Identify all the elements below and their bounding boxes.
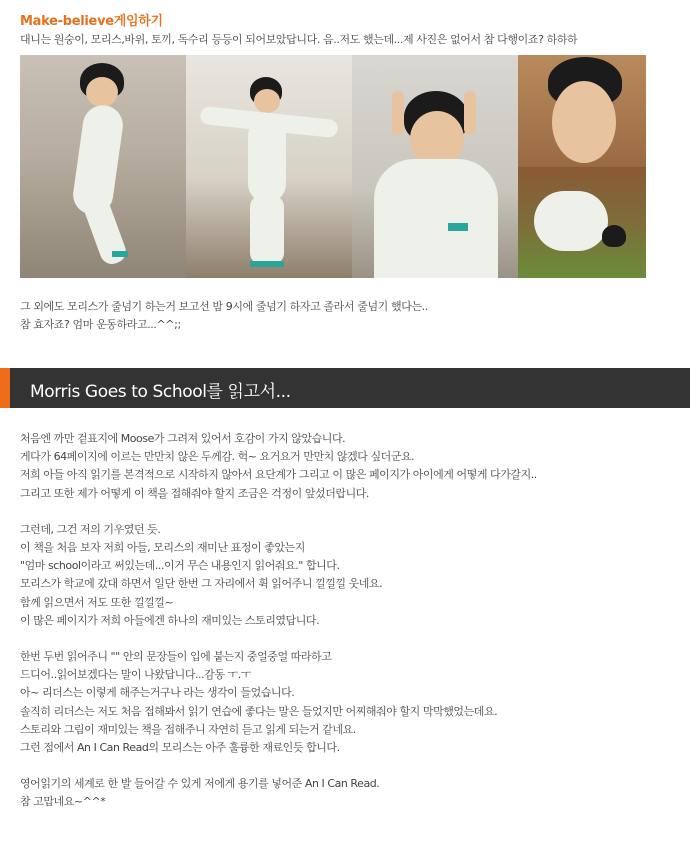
text-line: 한번 두번 읽어주니 "" 안의 문장들이 입에 붙는지 중얼중얼 따라하고 xyxy=(20,650,332,664)
banner-title: Morris Goes to School를 읽고서... xyxy=(30,382,291,402)
photo-climbing-fridge xyxy=(20,55,186,278)
text-line: 그리고 또한 제가 어떻게 이 책을 접해줘야 할지 조금은 걱정이 앞섰더랍니다. xyxy=(20,486,369,500)
text-line: 영어읽기의 세계로 한 발 들어갈 수 있게 저에게 용기를 넣어준 An I Can Read. xyxy=(20,777,380,791)
paragraph xyxy=(20,775,680,811)
text-line: 모리스가 학교에 갔대 하면서 일단 한번 그 자리에서 휙 읽어주니 낄낄낄 웃네요. xyxy=(20,577,383,591)
section-title: Make-believe게임하기 xyxy=(20,14,163,29)
text-line: 게다가 64페이지에 이르는 만만치 않은 두께감. 헉~ 요거요거 만만치 않겠다 싶더군요. xyxy=(20,450,415,464)
banner-accent xyxy=(0,368,10,408)
intro-text: 대니는 원숭이, 모리스,바위, 토끼, 독수리 등등이 되어보았답니다. 음..저도 했는데...제 사진은 없어서 참 다행이죠? 하하하 xyxy=(20,33,578,46)
paragraph xyxy=(20,430,680,503)
text-line: 아~ 리더스는 이렇게 해주는거구나 라는 생각이 들었습니다. xyxy=(20,686,295,700)
paragraph xyxy=(20,521,680,630)
photo-strip xyxy=(20,55,646,278)
story-line: 그 외에도 모리스가 줄넘기 하는거 보고선 밤 9시에 줄넘기 하자고 졸라서 줄넘기 했다는.. xyxy=(20,300,428,313)
text-line: 함께 읽으면서 저도 또한 낄낄낄~ xyxy=(20,595,174,609)
text-line: 그런데, 그건 저의 기우였던 듯. xyxy=(20,522,161,536)
text-line: 솔직히 리더스는 저도 처음 접해봐서 읽기 연습에 좋다는 말은 들었지만 어찌해줘야 할지 막막했었는데요. xyxy=(20,704,498,718)
text-line: 이 책을 처음 보자 저희 아들, 모리스의 재미난 표정이 좋았는지 xyxy=(20,541,305,555)
section-banner xyxy=(0,368,690,408)
text-line: 저희 아들 아직 읽기를 본격적으로 시작하지 않아서 요단계가 그리고 이 많은 페이지가 아이에게 어떻게 다가갈지.. xyxy=(20,468,537,482)
text-line: 처음엔 까만 겉표지에 Moose가 그려져 있어서 호감이 가지 않았습니다. xyxy=(20,432,346,445)
text-line: 그런 점에서 An I Can Read의 모리스는 아주 훌륭한 재료인듯 합니다. xyxy=(20,741,340,755)
text-line: 참 고맙네요~^^* xyxy=(20,795,106,809)
text-line: 이 많은 페이지가 저희 아들에겐 하나의 재미있는 스토리였답니다. xyxy=(20,613,320,627)
photo-rabbit-ears xyxy=(352,55,518,278)
text-line: 스토리와 그림이 재미있는 책을 접해주니 자연히 듣고 읽게 되는거 같네요. xyxy=(20,722,356,736)
photo-bird-pose xyxy=(186,55,352,278)
text-line: 드디어..읽어보겠다는 말이 나왔답니다...감동 ㅜ.ㅜ xyxy=(20,668,251,682)
photo-faces xyxy=(518,55,646,278)
text-line: "엄마 school이라고 써있는데...이거 무슨 내용인지 읽어줘요." 합니다. xyxy=(20,559,340,573)
paragraph xyxy=(20,648,680,757)
review-body xyxy=(20,430,680,830)
jump-rope-story xyxy=(20,298,680,334)
story-line: 참 효자죠? 엄마 운동하라고...^^;; xyxy=(20,318,181,331)
